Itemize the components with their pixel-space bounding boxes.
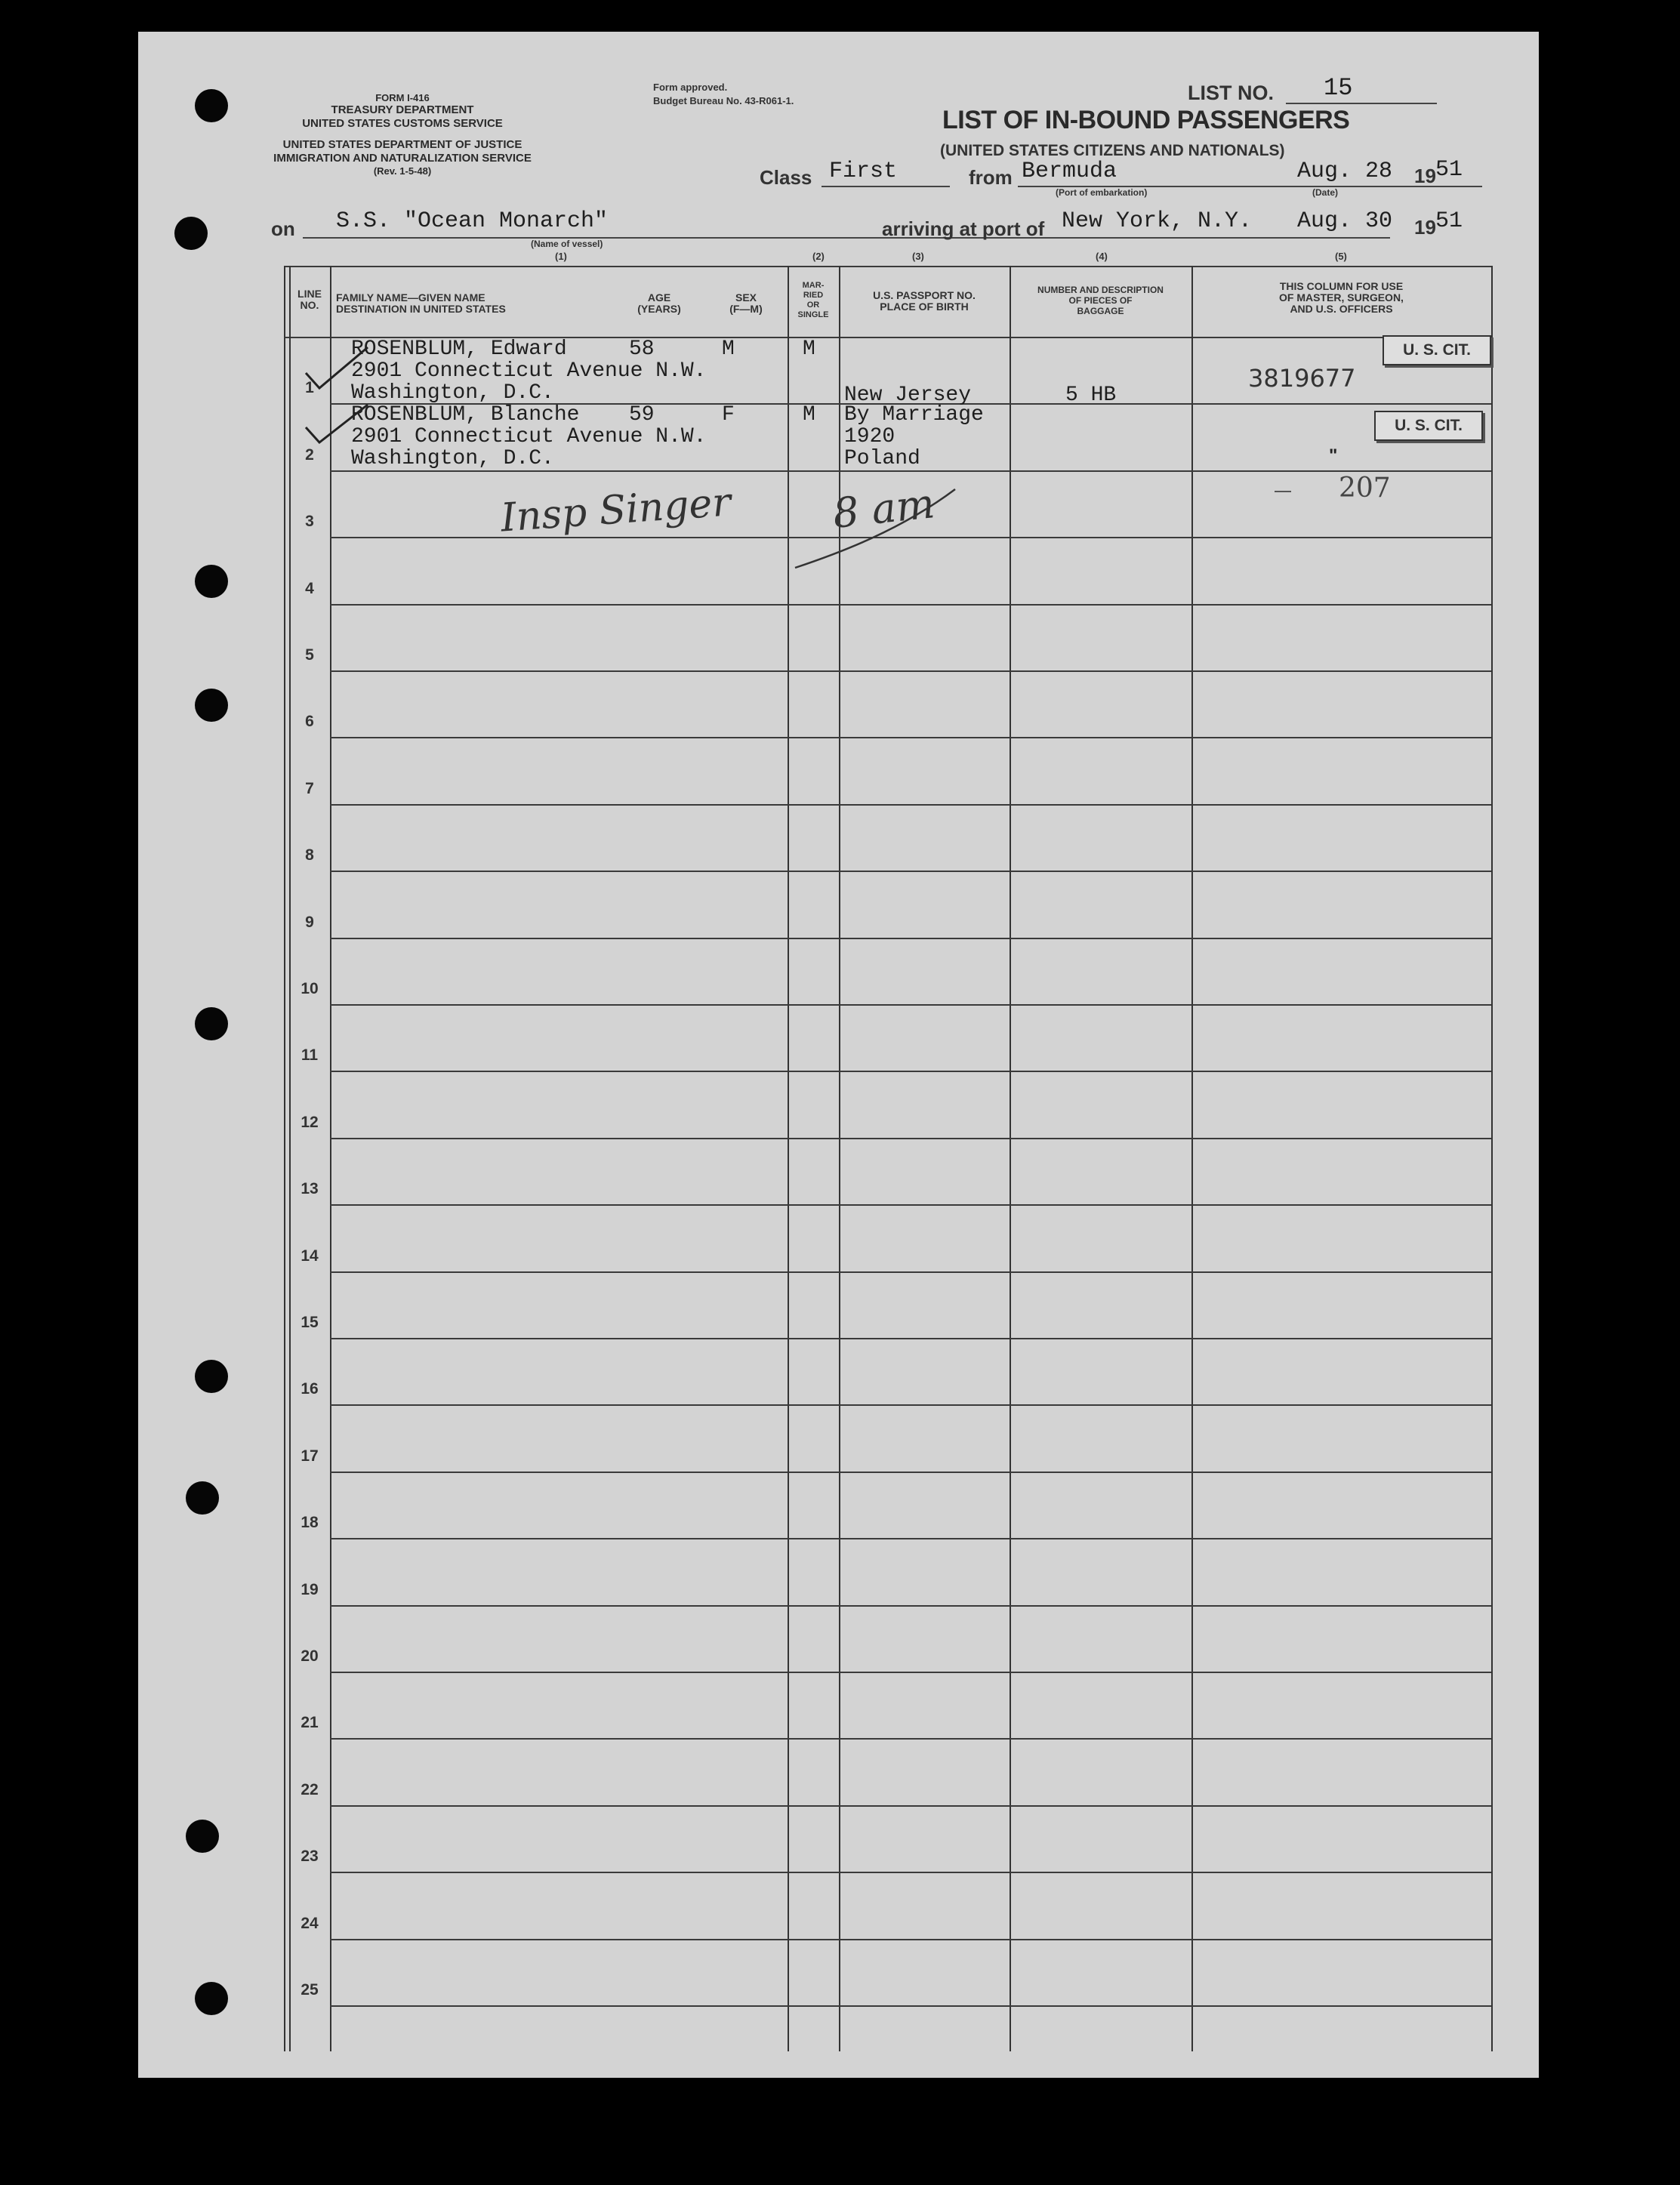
row-number: 12: [301, 1114, 319, 1131]
arrival-date-prefix: 19: [1414, 216, 1436, 239]
row-rule: [330, 1672, 1491, 1673]
row-rule: [330, 470, 1491, 472]
inspection-time: 8 am: [831, 479, 937, 538]
table-top-border: [284, 266, 1492, 267]
row-number: 13: [301, 1180, 319, 1197]
from-label: from: [969, 166, 1013, 189]
row-number: 16: [301, 1380, 319, 1398]
row-number: 18: [301, 1514, 319, 1531]
passenger-age: 58: [629, 337, 655, 361]
row-number: 4: [305, 580, 314, 597]
row-number: 5: [305, 646, 314, 664]
row-rule: [330, 1538, 1491, 1539]
punch-hole: [195, 1360, 228, 1393]
header-name: FAMILY NAME—GIVEN NAME DESTINATION IN UNITED STATES: [336, 291, 506, 315]
passenger-birthplace-line2: 1920: [844, 425, 895, 448]
row-rule: [330, 1939, 1491, 1940]
col-divider-officers: [1191, 266, 1193, 2051]
column-number-3: (3): [912, 251, 924, 262]
row-number: 3: [305, 513, 314, 530]
justice-department: UNITED STATES DEPARTMENT OF JUSTICE: [282, 138, 522, 151]
row-number: 10: [301, 980, 319, 997]
row-number: 20: [301, 1647, 319, 1665]
check-mark-icon: [303, 402, 371, 447]
punch-hole: [195, 89, 228, 122]
row-rule: [330, 604, 1491, 606]
table-left-border: [284, 266, 285, 2051]
header-line-no: LINE NO.: [297, 288, 322, 311]
row-number: 19: [301, 1581, 319, 1598]
row-number: 24: [301, 1915, 319, 1932]
citizen-stamp: U. S. CIT.: [1383, 335, 1491, 365]
row-number: 6: [305, 713, 314, 730]
row-number: 8: [305, 846, 314, 864]
signature-flourish: [788, 485, 961, 575]
punch-hole: [174, 217, 208, 250]
customs-service: UNITED STATES CUSTOMS SERVICE: [302, 117, 503, 130]
col-divider-baggage: [1010, 266, 1011, 2051]
arrival-date-month: Aug. 30: [1297, 208, 1393, 234]
manifest-page: [138, 32, 1539, 2078]
row-number: 22: [301, 1781, 319, 1798]
row-rule: [330, 1138, 1491, 1139]
column-number-4: (4): [1096, 251, 1108, 262]
header-officers: THIS COLUMN FOR USE OF MASTER, SURGEON, AND U.S. OFFICERS: [1279, 280, 1404, 315]
list-no-label: LIST NO.: [1188, 82, 1274, 104]
list-no-value: 15: [1324, 74, 1353, 102]
budget-bureau: Budget Bureau No. 43-R061-1.: [653, 95, 794, 106]
punch-hole: [195, 1982, 228, 2015]
revision-date: (Rev. 1-5-48): [373, 165, 432, 177]
row-number: 11: [301, 1046, 319, 1064]
officer-ditto-mark: ": [1329, 445, 1338, 466]
passenger-address-line1: 2901 Connecticut Avenue N.W.: [351, 425, 707, 448]
passenger-baggage: 5 HB: [1065, 384, 1117, 407]
passenger-marital: M: [803, 337, 815, 361]
row-rule: [330, 804, 1491, 806]
row-rule: [330, 1004, 1491, 1006]
class-value: First: [829, 159, 898, 184]
vessel-name: S.S. "Ocean Monarch": [336, 208, 609, 234]
passenger-address-line2: Washington, D.C.: [351, 447, 554, 470]
header-baggage: NUMBER AND DESCRIPTION OF PIECES OF BAGGAGE: [1037, 285, 1164, 316]
row-number: 14: [301, 1247, 319, 1265]
row-rule: [330, 1872, 1491, 1873]
header-age: AGE (YEARS): [637, 291, 681, 315]
list-no-underline: [1286, 103, 1437, 104]
row-rule: [330, 1204, 1491, 1206]
vessel-caption: (Name of vessel): [531, 239, 603, 249]
punch-hole: [195, 1007, 228, 1040]
passenger-address-line2: Washington, D.C.: [351, 381, 554, 405]
header-married: MAR- RIED OR SINGLE: [797, 281, 829, 319]
column-number-2: (2): [812, 251, 825, 262]
passenger-age: 59: [629, 403, 655, 427]
column-number-5: (5): [1335, 251, 1347, 262]
header-sex: SEX (F—M): [729, 291, 763, 315]
class-label: Class: [760, 166, 812, 189]
form-number: FORM I-416: [375, 92, 430, 103]
form-title: LIST OF IN-BOUND PASSENGERS: [942, 106, 1350, 134]
passenger-birthplace-line1: By Marriage: [844, 403, 984, 427]
tally-dash: [1275, 491, 1291, 492]
row-rule: [330, 871, 1491, 872]
passenger-birthplace: New Jersey: [844, 384, 972, 407]
row-rule: [330, 1472, 1491, 1473]
row-rule: [330, 1605, 1491, 1607]
arriving-label: arriving at port of: [882, 217, 1045, 240]
row-number: 25: [301, 1981, 319, 1999]
departure-date-year: 51: [1435, 157, 1463, 183]
passenger-birthplace-line3: Poland: [844, 447, 920, 470]
row-number: 15: [301, 1314, 319, 1331]
passenger-address-line1: 2901 Connecticut Avenue N.W.: [351, 359, 707, 383]
treasury-department: TREASURY DEPARTMENT: [331, 103, 474, 116]
row-rule: [330, 938, 1491, 939]
form-approved: Form approved.: [653, 82, 728, 93]
form-subtitle: (UNITED STATES CITIZENS AND NATIONALS): [940, 142, 1285, 159]
vessel-underline: [303, 237, 1390, 239]
handwritten-number: 207: [1339, 473, 1391, 504]
row-rule: [330, 1071, 1491, 1072]
date-caption: (Date): [1312, 187, 1339, 198]
row-number: 23: [301, 1848, 319, 1865]
row-number: 9: [305, 914, 314, 931]
row-rule: [330, 737, 1491, 738]
row-rule: [330, 1805, 1491, 1807]
passenger-sex: F: [722, 403, 735, 427]
arrival-date-year: 51: [1435, 208, 1463, 234]
row-number: 17: [301, 1447, 319, 1465]
punch-hole: [195, 565, 228, 598]
passenger-sex: M: [722, 337, 735, 361]
row-rule: [330, 1738, 1491, 1740]
row-number: 2: [305, 446, 314, 464]
table-right-border: [1491, 266, 1493, 2051]
port-caption: (Port of embarkation): [1056, 187, 1148, 198]
immigration-service: IMMIGRATION AND NATURALIZATION SERVICE: [273, 152, 532, 165]
punch-hole: [195, 689, 228, 722]
row-rule: [330, 1404, 1491, 1406]
check-mark-icon: [303, 343, 371, 396]
on-label: on: [271, 217, 295, 240]
row-rule: [330, 2005, 1491, 2007]
punch-hole: [186, 1481, 219, 1515]
inspector-signature: Insp Singer: [499, 479, 732, 541]
row-number: 1: [305, 379, 314, 396]
from-value: Bermuda: [1022, 159, 1117, 184]
row-number: 21: [301, 1714, 319, 1731]
departure-date-prefix: 19: [1414, 165, 1436, 187]
passenger-name: ROSENBLUM, Edward: [351, 337, 567, 361]
departure-date-month: Aug. 28: [1297, 159, 1393, 184]
citizen-stamp: U. S. CIT.: [1374, 411, 1483, 441]
row-rule: [330, 670, 1491, 672]
passenger-marital: M: [803, 403, 815, 427]
header-passport: U.S. PASSPORT NO. PLACE OF BIRTH: [873, 289, 976, 313]
arrival-port: New York, N.Y.: [1062, 208, 1253, 234]
officer-note: 3819677: [1248, 364, 1356, 393]
column-number-1: (1): [555, 251, 567, 262]
row-rule: [330, 1271, 1491, 1273]
punch-hole: [186, 1820, 219, 1853]
row-number: 7: [305, 780, 314, 797]
passenger-name: ROSENBLUM, Blanche: [351, 403, 580, 427]
class-underline: [822, 186, 950, 187]
col-divider-name: [330, 266, 331, 2051]
row-rule: [330, 1338, 1491, 1339]
